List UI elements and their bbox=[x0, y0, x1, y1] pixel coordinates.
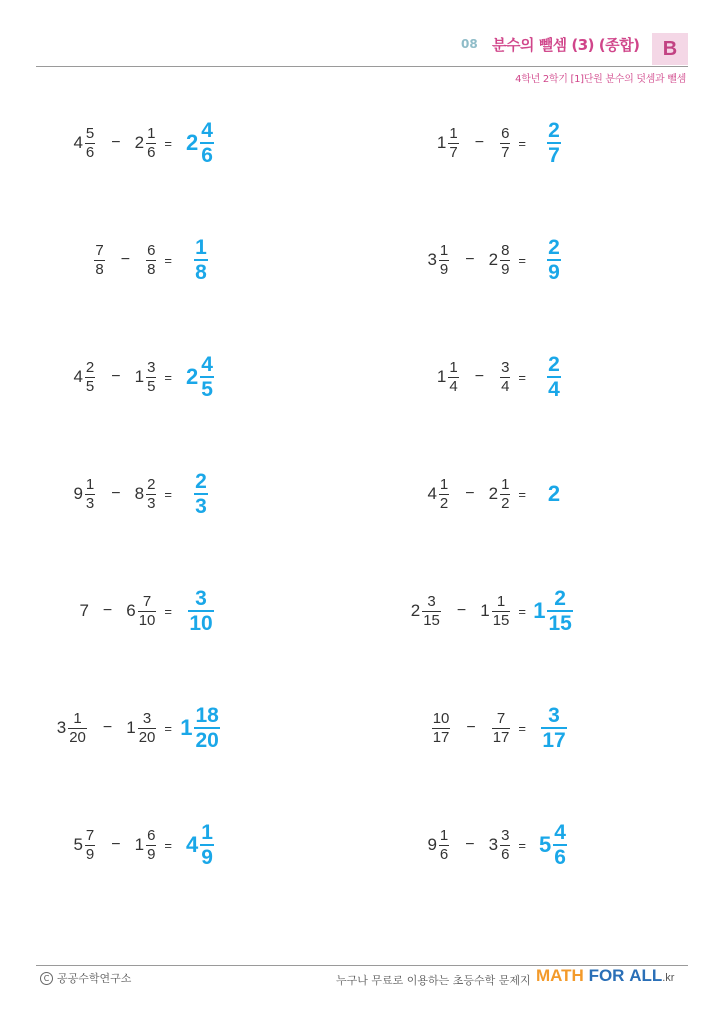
subtrahend-fraction bbox=[146, 827, 156, 864]
answer-fraction bbox=[553, 821, 567, 869]
minuend-denominator: 3 bbox=[85, 494, 95, 512]
subtrahend-numerator: 7 bbox=[142, 592, 152, 610]
answer-numerator: 1 bbox=[195, 236, 207, 259]
footer-description: 누구나 무료로 이용하는 초등수학 문제지 bbox=[336, 974, 531, 987]
minuend-numerator: 5 bbox=[85, 124, 95, 142]
minuend-numerator: 1 bbox=[449, 358, 458, 376]
answer-denominator: 6 bbox=[201, 144, 213, 167]
subtrahend-mixed-number bbox=[489, 815, 513, 875]
subtrahend-whole: 1 bbox=[134, 367, 145, 386]
minuend-denominator: 17 bbox=[432, 728, 450, 746]
minus-sign: − bbox=[111, 836, 121, 853]
subtrahend-numerator: 1 bbox=[501, 475, 510, 493]
subtrahend-denominator: 8 bbox=[147, 260, 156, 278]
subtrahend-mixed-number bbox=[135, 815, 159, 875]
minuend-fraction bbox=[448, 359, 458, 396]
minus-sign: − bbox=[466, 719, 476, 736]
answer-mixed-number bbox=[545, 230, 563, 290]
answer-mixed-number bbox=[545, 113, 563, 173]
worksheet-number: 08 bbox=[461, 37, 478, 51]
answer bbox=[533, 230, 575, 290]
subtrahend-numerator: 3 bbox=[501, 358, 510, 376]
answer bbox=[180, 581, 222, 641]
answer-fraction bbox=[194, 236, 208, 284]
subtrahend-fraction bbox=[500, 242, 510, 279]
equals-sign: = bbox=[518, 486, 526, 502]
answer bbox=[533, 464, 575, 524]
copyright-icon: C bbox=[40, 972, 53, 985]
subtrahend-denominator: 9 bbox=[147, 845, 156, 863]
minuend-fraction bbox=[85, 476, 95, 513]
equals-sign: = bbox=[518, 603, 526, 619]
subtrahend-whole: 1 bbox=[126, 718, 136, 737]
minuend-mixed-number bbox=[427, 815, 451, 875]
minuend-denominator: 9 bbox=[85, 845, 95, 863]
minuend-fraction bbox=[85, 125, 95, 162]
minuend-whole: 5 bbox=[73, 835, 83, 854]
minus-sign: − bbox=[120, 251, 131, 268]
answer-numerator: 4 bbox=[201, 353, 213, 376]
subtrahend-mixed-number bbox=[135, 113, 159, 173]
subtrahend-denominator: 9 bbox=[501, 260, 510, 278]
brand-kr: .kr bbox=[662, 972, 675, 984]
subtrahend-whole: 2 bbox=[134, 133, 145, 152]
subtrahend-denominator: 3 bbox=[147, 494, 156, 512]
answer bbox=[180, 815, 222, 875]
subtrahend-fraction bbox=[500, 359, 510, 396]
minuend-fraction bbox=[68, 710, 87, 747]
problem-expression bbox=[73, 113, 172, 173]
minuend-whole: 4 bbox=[427, 484, 437, 503]
minuend-fraction bbox=[439, 827, 449, 864]
brand-logo[interactable] bbox=[536, 966, 674, 986]
subtrahend-numerator: 2 bbox=[147, 475, 156, 493]
answer-fraction bbox=[547, 587, 572, 635]
problem-expression bbox=[57, 698, 172, 758]
subtrahend-whole: 6 bbox=[126, 601, 136, 620]
answer-fraction bbox=[194, 704, 219, 752]
problem-expression bbox=[430, 698, 526, 758]
minus-sign: − bbox=[111, 134, 121, 151]
answer bbox=[533, 698, 575, 758]
minuend-mixed-number bbox=[73, 113, 97, 173]
answer-numerator: 3 bbox=[195, 587, 207, 610]
minuend-whole: 3 bbox=[427, 250, 437, 269]
equals-sign: = bbox=[518, 369, 526, 385]
answer-denominator: 7 bbox=[548, 144, 560, 167]
subtrahend-mixed-number bbox=[135, 347, 159, 407]
answer-mixed-number bbox=[186, 581, 215, 641]
answer-fraction bbox=[547, 236, 561, 284]
brand-math: MATH bbox=[536, 966, 584, 985]
subtrahend-fraction bbox=[500, 125, 510, 162]
subtrahend-numerator: 8 bbox=[501, 241, 510, 259]
subtrahend-mixed-number bbox=[498, 113, 512, 173]
minus-sign: − bbox=[102, 719, 113, 736]
minuend-fraction bbox=[432, 710, 451, 747]
answer bbox=[180, 347, 222, 407]
subtrahend-whole: 2 bbox=[488, 250, 499, 269]
answer bbox=[533, 581, 575, 641]
minuend-fraction bbox=[85, 827, 95, 864]
minuend-numerator: 7 bbox=[85, 826, 95, 844]
subtrahend-mixed-number bbox=[490, 698, 513, 758]
subtrahend-fraction bbox=[146, 242, 156, 279]
subtrahend-denominator: 7 bbox=[501, 143, 510, 161]
minuend-mixed-number bbox=[57, 698, 89, 758]
subtrahend-mixed-number bbox=[498, 347, 512, 407]
answer-mixed-number bbox=[533, 581, 575, 641]
problem-expression bbox=[437, 113, 526, 173]
answer bbox=[180, 113, 222, 173]
subtrahend-denominator: 5 bbox=[147, 377, 156, 395]
minuend-denominator: 4 bbox=[449, 377, 458, 395]
answer-mixed-number bbox=[548, 464, 560, 524]
answer-denominator: 17 bbox=[542, 729, 566, 752]
minus-sign: − bbox=[111, 368, 121, 385]
equals-sign: = bbox=[164, 603, 172, 619]
answer-mixed-number bbox=[186, 815, 216, 875]
answer-fraction bbox=[200, 353, 214, 401]
answer-fraction bbox=[200, 821, 214, 869]
brand-all: ALL bbox=[629, 966, 663, 985]
answer-denominator: 9 bbox=[201, 846, 213, 869]
subtrahend-mixed-number bbox=[489, 464, 513, 524]
minuend-numerator: 3 bbox=[427, 592, 436, 610]
minuend-fraction bbox=[439, 476, 449, 513]
answer-denominator: 6 bbox=[554, 846, 566, 869]
problem-expression bbox=[73, 464, 172, 524]
level-badge: B bbox=[652, 33, 688, 65]
minuend-mixed-number bbox=[73, 815, 97, 875]
minuend-mixed-number bbox=[427, 464, 451, 524]
subtrahend-numerator: 3 bbox=[147, 358, 156, 376]
answer-whole: 2 bbox=[186, 364, 199, 389]
subtrahend-fraction bbox=[492, 593, 511, 630]
minus-sign: − bbox=[456, 602, 467, 619]
minuend-whole: 9 bbox=[73, 484, 83, 503]
minus-sign: − bbox=[111, 485, 121, 502]
answer bbox=[533, 815, 575, 875]
answer-fraction bbox=[541, 704, 566, 752]
minuend-denominator: 2 bbox=[439, 494, 449, 512]
subtrahend-whole: 3 bbox=[488, 835, 499, 854]
problem-expression bbox=[411, 581, 526, 641]
minuend-whole: 1 bbox=[436, 133, 447, 152]
subtrahend-denominator: 4 bbox=[501, 377, 510, 395]
minuend-numerator: 1 bbox=[449, 124, 458, 142]
answer-fraction bbox=[547, 119, 561, 167]
answer-whole: 1 bbox=[180, 715, 193, 740]
answer-whole: 1 bbox=[533, 598, 546, 623]
answer-numerator: 4 bbox=[201, 119, 213, 142]
minuend-denominator: 5 bbox=[85, 377, 95, 395]
subtrahend-denominator: 17 bbox=[492, 728, 510, 746]
minuend-numerator: 1 bbox=[439, 475, 449, 493]
problem-expression bbox=[437, 347, 526, 407]
answer bbox=[533, 113, 575, 173]
worksheet-subtitle: 4학년 2학기 [1]단원 분수의 덧셈과 뺄셈 bbox=[515, 74, 686, 85]
minuend-denominator: 20 bbox=[69, 728, 86, 746]
subtrahend-denominator: 20 bbox=[138, 728, 156, 746]
subtrahend-fraction bbox=[146, 125, 156, 162]
answer-numerator: 1 bbox=[201, 821, 213, 844]
answer-mixed-number bbox=[186, 347, 216, 407]
equals-sign: = bbox=[518, 720, 526, 736]
subtrahend-numerator: 1 bbox=[147, 124, 156, 142]
problem-expression bbox=[79, 581, 172, 641]
answer-numerator: 2 bbox=[548, 236, 560, 259]
copyright-notice bbox=[40, 970, 131, 986]
answer-mixed-number bbox=[180, 698, 222, 758]
problem-expression bbox=[427, 464, 526, 524]
answer-mixed-number bbox=[192, 230, 210, 290]
subtrahend-numerator: 6 bbox=[147, 826, 156, 844]
minuend-fraction bbox=[85, 359, 95, 396]
minuend-denominator: 9 bbox=[439, 260, 449, 278]
subtrahend-denominator: 10 bbox=[138, 611, 156, 629]
subtrahend-numerator: 3 bbox=[142, 709, 152, 727]
subtrahend-fraction bbox=[146, 476, 156, 513]
subtrahend-fraction bbox=[138, 593, 157, 630]
subtrahend-fraction bbox=[492, 710, 511, 747]
answer-denominator: 20 bbox=[195, 729, 219, 752]
minus-sign: − bbox=[102, 602, 113, 619]
minus-sign: − bbox=[465, 251, 475, 268]
copyright-text: 공공수학연구소 bbox=[57, 972, 132, 985]
subtrahend-mixed-number bbox=[126, 581, 158, 641]
minuend-denominator: 6 bbox=[439, 845, 449, 863]
answer-whole: 5 bbox=[539, 832, 552, 857]
answer-whole: 2 bbox=[547, 481, 561, 506]
answer-fraction bbox=[547, 353, 561, 401]
header-divider bbox=[36, 66, 688, 67]
subtrahend-mixed-number bbox=[144, 230, 158, 290]
answer-denominator: 10 bbox=[189, 612, 213, 635]
equals-sign: = bbox=[164, 135, 172, 151]
answer-denominator: 9 bbox=[548, 261, 560, 284]
minuend-mixed-number bbox=[73, 347, 97, 407]
answer-mixed-number bbox=[192, 464, 210, 524]
minuend-mixed-number bbox=[437, 347, 461, 407]
minuend-whole: 3 bbox=[56, 718, 67, 737]
minuend-mixed-number bbox=[427, 230, 451, 290]
minuend-mixed-number bbox=[92, 230, 106, 290]
problem-expression bbox=[73, 815, 172, 875]
subtrahend-fraction bbox=[500, 827, 510, 864]
subtrahend-whole: 1 bbox=[480, 601, 490, 620]
minuend-numerator: 10 bbox=[432, 709, 450, 727]
worksheet-title: 분수의 뺄셈 (3) (종합) bbox=[492, 36, 640, 54]
answer-denominator: 8 bbox=[195, 261, 207, 284]
answer-denominator: 15 bbox=[548, 612, 572, 635]
subtrahend-denominator: 15 bbox=[492, 611, 510, 629]
minuend-whole: 2 bbox=[410, 601, 421, 620]
problem-expression bbox=[427, 815, 526, 875]
answer-denominator: 4 bbox=[548, 378, 560, 401]
subtrahend-denominator: 2 bbox=[501, 494, 510, 512]
equals-sign: = bbox=[164, 369, 172, 385]
subtrahend-mixed-number bbox=[489, 230, 513, 290]
minuend-whole: 9 bbox=[427, 835, 437, 854]
answer-fraction bbox=[188, 587, 213, 635]
problem-expression bbox=[427, 230, 526, 290]
minuend-numerator: 1 bbox=[73, 709, 82, 727]
minuend-numerator: 1 bbox=[439, 826, 449, 844]
minuend-whole: 4 bbox=[73, 367, 83, 386]
minuend-denominator: 15 bbox=[423, 611, 440, 629]
answer bbox=[533, 347, 575, 407]
answer-numerator: 2 bbox=[548, 119, 560, 142]
subtrahend-denominator: 6 bbox=[147, 143, 156, 161]
minuend-fraction bbox=[439, 242, 449, 279]
subtrahend-whole: 8 bbox=[134, 484, 145, 503]
subtrahend-mixed-number bbox=[480, 581, 512, 641]
equals-sign: = bbox=[164, 837, 172, 853]
minuend-mixed-number bbox=[79, 581, 88, 641]
answer-whole: 4 bbox=[186, 832, 199, 857]
equals-sign: = bbox=[518, 837, 526, 853]
equals-sign: = bbox=[164, 486, 172, 502]
minuend-mixed-number bbox=[430, 698, 453, 758]
minus-sign: − bbox=[465, 485, 475, 502]
minuend-numerator: 2 bbox=[85, 358, 95, 376]
minus-sign: − bbox=[474, 134, 485, 151]
answer bbox=[180, 464, 222, 524]
equals-sign: = bbox=[164, 720, 172, 736]
minuend-numerator: 1 bbox=[439, 241, 449, 259]
answer-numerator: 3 bbox=[548, 704, 560, 727]
answer-denominator: 5 bbox=[201, 378, 213, 401]
answer-whole: 2 bbox=[186, 130, 199, 155]
subtrahend-fraction bbox=[146, 359, 156, 396]
minus-sign: − bbox=[474, 368, 485, 385]
brand-for: FOR bbox=[588, 966, 625, 985]
subtrahend-numerator: 6 bbox=[501, 124, 510, 142]
minuend-numerator: 1 bbox=[85, 475, 95, 493]
problem-expression bbox=[92, 230, 172, 290]
subtrahend-fraction bbox=[500, 476, 510, 513]
subtrahend-mixed-number bbox=[135, 464, 159, 524]
minuend-fraction bbox=[94, 242, 104, 279]
answer-numerator: 2 bbox=[554, 587, 566, 610]
answer-numerator: 2 bbox=[548, 353, 560, 376]
answer-mixed-number bbox=[545, 347, 563, 407]
answer-fraction bbox=[194, 470, 208, 518]
subtrahend-denominator: 6 bbox=[501, 845, 510, 863]
subtrahend-mixed-number bbox=[126, 698, 158, 758]
minuend-fraction bbox=[422, 593, 441, 630]
answer bbox=[180, 698, 222, 758]
minuend-mixed-number bbox=[73, 464, 97, 524]
minuend-fraction bbox=[448, 125, 458, 162]
answer-mixed-number bbox=[186, 113, 216, 173]
subtrahend-numerator: 1 bbox=[496, 592, 506, 610]
subtrahend-whole: 1 bbox=[134, 835, 145, 854]
minuend-mixed-number bbox=[437, 113, 461, 173]
minuend-whole: 7 bbox=[79, 601, 89, 620]
minus-sign: − bbox=[465, 836, 475, 853]
equals-sign: = bbox=[518, 135, 526, 151]
minuend-denominator: 6 bbox=[85, 143, 95, 161]
problem-expression bbox=[73, 347, 172, 407]
subtrahend-fraction bbox=[138, 710, 157, 747]
answer-numerator: 2 bbox=[195, 470, 207, 493]
answer-numerator: 18 bbox=[195, 704, 219, 727]
minuend-numerator: 7 bbox=[95, 241, 104, 259]
answer-mixed-number bbox=[539, 698, 568, 758]
minuend-mixed-number bbox=[411, 581, 443, 641]
subtrahend-numerator: 7 bbox=[496, 709, 506, 727]
minuend-whole: 1 bbox=[436, 367, 447, 386]
minuend-denominator: 8 bbox=[95, 260, 104, 278]
equals-sign: = bbox=[164, 252, 172, 268]
answer bbox=[180, 230, 222, 290]
answer-fraction bbox=[200, 119, 214, 167]
subtrahend-whole: 2 bbox=[488, 484, 499, 503]
answer-mixed-number bbox=[539, 815, 569, 875]
minuend-denominator: 7 bbox=[449, 143, 458, 161]
answer-denominator: 3 bbox=[195, 495, 207, 518]
equals-sign: = bbox=[518, 252, 526, 268]
subtrahend-numerator: 6 bbox=[147, 241, 156, 259]
subtrahend-numerator: 3 bbox=[501, 826, 510, 844]
minuend-whole: 4 bbox=[73, 133, 83, 152]
answer-numerator: 4 bbox=[554, 821, 566, 844]
